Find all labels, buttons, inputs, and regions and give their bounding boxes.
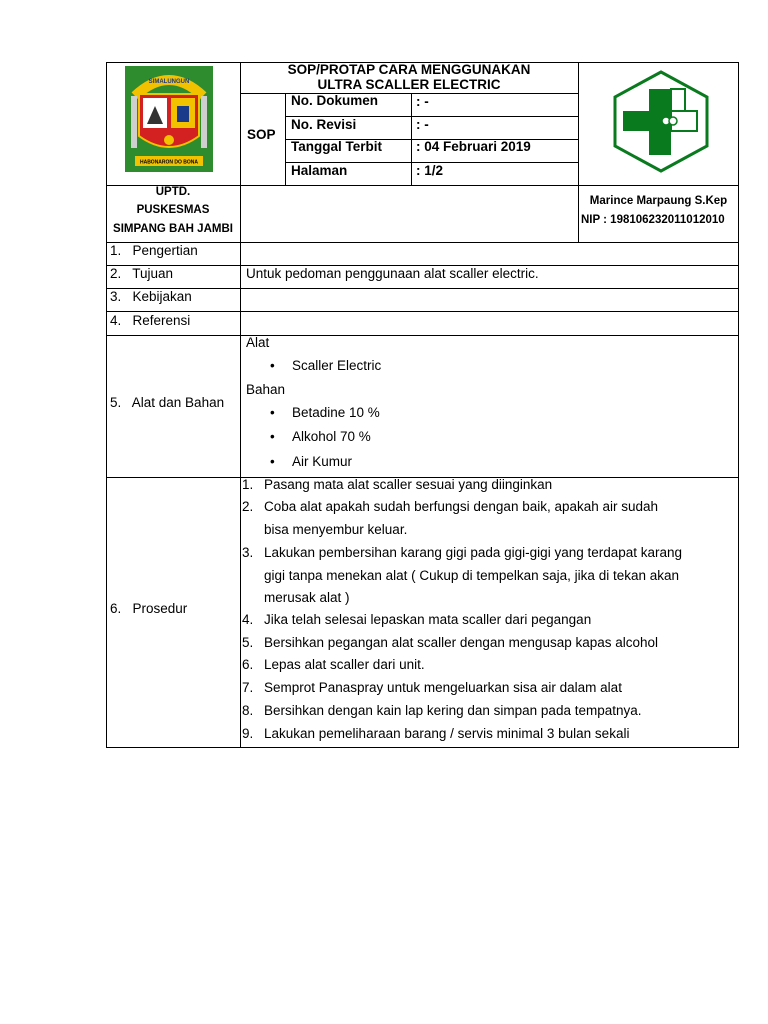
meta-value-halaman: : 1/2 <box>416 163 444 178</box>
bahan-item: Alkohol 70 % <box>292 429 371 444</box>
step-text: Lepas alat scaller dari unit. <box>264 657 425 672</box>
step-number: 1. <box>242 477 254 492</box>
step-text: Bersihkan pegangan alat scaller dengan mengusap kapas alcohol <box>264 635 659 650</box>
meta-label-no-dokumen: No. Dokumen <box>291 93 379 108</box>
step-number: 4. <box>242 612 254 627</box>
step-text: Jika telah selesai lepaskan mata scaller dari pegangan <box>264 612 592 627</box>
meta-value-no-revisi: : - <box>416 117 429 132</box>
step-number: 3. <box>242 545 254 560</box>
step-number: 2. <box>242 499 254 514</box>
meta-label-halaman: Halaman <box>291 163 348 178</box>
section-label-kebijakan: 3. Kebijakan <box>110 289 192 304</box>
org-line3: SIMPANG BAH JAMBI <box>113 223 233 235</box>
org-line2: PUSKESMAS <box>136 204 210 216</box>
step-text: bisa menyembur keluar. <box>264 522 408 537</box>
bahan-bullet: • <box>270 405 275 420</box>
step-number: 9. <box>242 726 254 741</box>
meta-value-no-dokumen: : - <box>416 94 429 109</box>
step-text: Semprot Panaspray untuk mengeluarkan sisa air dalam alat <box>264 680 622 695</box>
alat-heading: Alat <box>246 335 270 350</box>
logo-motto: HABONARON DO BONA <box>139 159 199 166</box>
step-text: merusak alat ) <box>264 590 350 605</box>
section-label-alat-bahan: 5. Alat dan Bahan <box>110 395 225 410</box>
org-line1: UPTD. <box>155 186 191 198</box>
step-number: 5. <box>242 635 254 650</box>
meta-label-tanggal-terbit: Tanggal Terbit <box>291 139 382 154</box>
section-label-tujuan: 2. Tujuan <box>110 266 174 281</box>
step-text: Coba alat apakah sudah berfungsi dengan baik, apakah air sudah <box>264 499 659 514</box>
bahan-bullet: • <box>270 454 275 469</box>
bahan-item: Betadine 10 % <box>292 405 380 420</box>
step-text: Lakukan pemeliharaan barang / servis minimal 3 bulan sekali <box>264 726 630 741</box>
meta-value-tanggal-terbit: : 04 Februari 2019 <box>416 139 531 154</box>
document-title-line1: SOP/PROTAP CARA MENGGUNAKAN <box>287 62 531 77</box>
section-label-pengertian: 1. Pengertian <box>110 243 198 258</box>
section-label-referensi: 4. Referensi <box>110 313 191 328</box>
step-number: 7. <box>242 680 254 695</box>
step-number: 8. <box>242 703 254 718</box>
meta-label-no-revisi: No. Revisi <box>291 117 357 132</box>
step-text: gigi tanpa menekan alat ( Cukup di tempelkan saja, jika di tekan akan <box>264 568 679 583</box>
bahan-heading: Bahan <box>246 382 286 397</box>
signatory-nip: NIP : 198106232011012010 <box>581 214 725 226</box>
puskesmas-logo <box>611 69 711 174</box>
bahan-bullet: • <box>270 429 275 444</box>
bahan-item: Air Kumur <box>292 454 353 469</box>
logo-top-text: SIMALUNGUN <box>148 79 190 85</box>
document-title-line2: ULTRA SCALLER ELECTRIC <box>317 77 501 92</box>
simalungun-logo <box>125 66 213 172</box>
step-number: 6. <box>242 657 254 672</box>
step-text: Lakukan pembersihan karang gigi pada gigi-gigi yang terdapat karang <box>264 545 683 560</box>
section-content-tujuan: Untuk pedoman penggunaan alat scaller electric. <box>246 266 539 281</box>
alat-bullet: • <box>270 358 275 373</box>
alat-item: Scaller Electric <box>292 358 382 373</box>
sop-label: SOP <box>247 127 276 142</box>
step-text: Bersihkan dengan kain lap kering dan simpan pada tempatnya. <box>264 703 642 718</box>
section-label-prosedur: 6. Prosedur <box>110 601 188 616</box>
step-text: Pasang mata alat scaller sesuai yang diinginkan <box>264 477 553 492</box>
signatory-name: Marince Marpaung S.Kep <box>589 195 728 207</box>
